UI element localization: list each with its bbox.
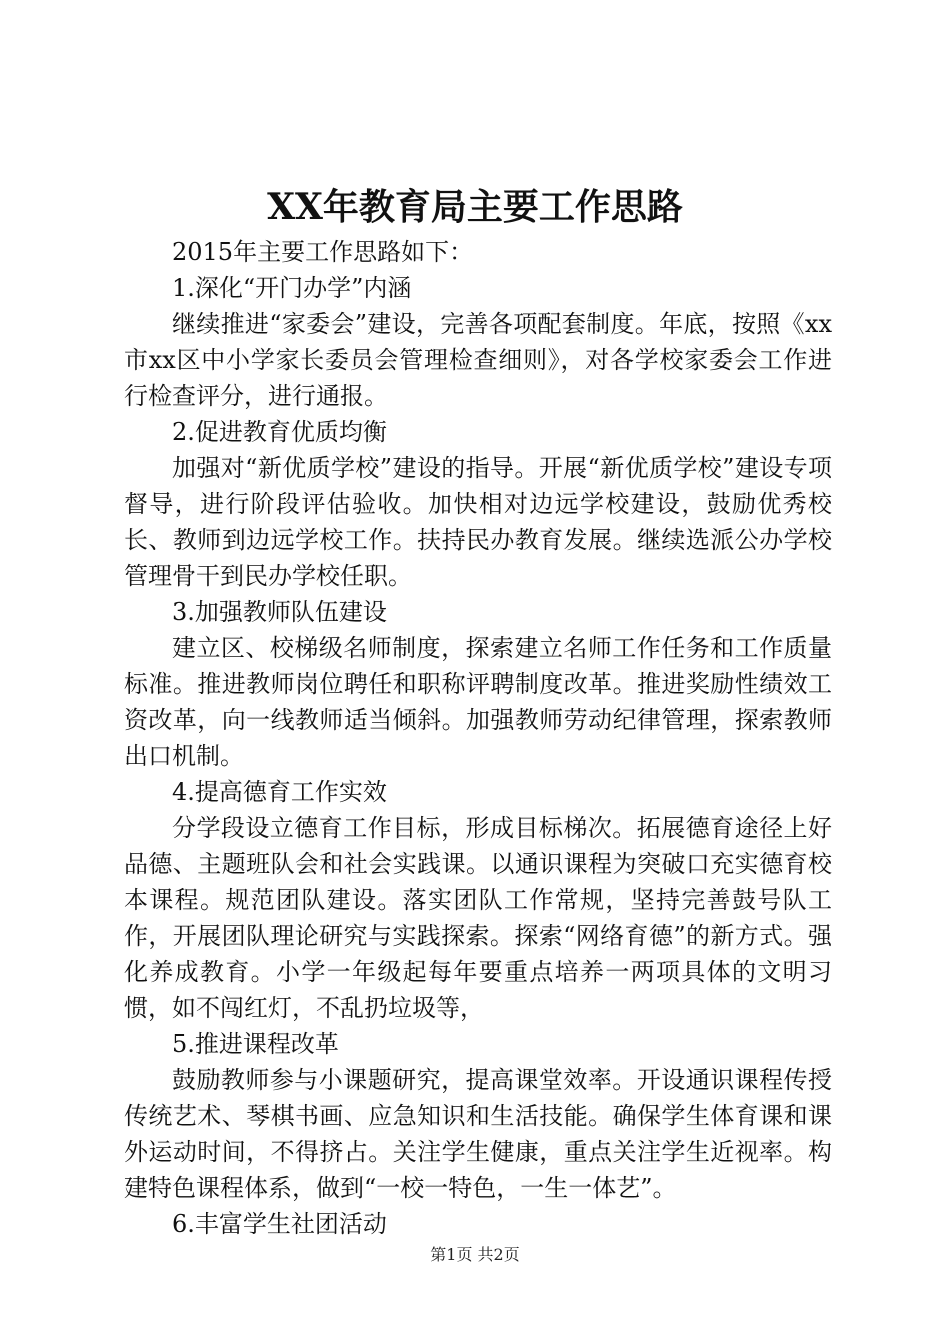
paragraph-1: 继续推进“家委会”建设，完善各项配套制度。年底，按照《xx市xx区中小学家长委员会管理检查细则》，对各学校家委会工作进行检查评分，进行通报。: [124, 310, 832, 410]
section-heading-4: 4.提高德育工作实效: [172, 778, 387, 806]
paragraph-3: 建立区、校梯级名师制度，探索建立名师工作任务和工作质量标准。推进教师岗位聘任和职称评聘制度改革。推进奖励性绩效工资改革，向一线教师适当倾斜。加强教师劳动纪律管理，探索教师出口机制。: [124, 634, 832, 770]
paragraph-5: 鼓励教师参与小课题研究，提高课堂效率。开设通识课程传授传统艺术、琴棋书画、应急知识和生活技能。确保学生体育课和课外运动时间，不得挤占。关注学生健康，重点关注学生近视率。构建特色课程体系，做到“一校一特色，一生一体艺”。: [124, 1066, 832, 1202]
section-heading-1: 1.深化“开门办学”内涵: [172, 274, 412, 302]
section-heading-5: 5.推进课程改革: [172, 1030, 339, 1058]
section-heading-3: 3.加强教师队伍建设: [172, 598, 387, 626]
document-title: XX年教育局主要工作思路: [267, 186, 683, 228]
page-footer: 第1页 共2页: [430, 1245, 520, 1264]
paragraph-2: 加强对“新优质学校”建设的指导。开展“新优质学校”建设专项督导，进行阶段评估验收。加快相对边远学校建设，鼓励优秀校长、教师到边远学校工作。扶持民办教育发展。继续选派公办学校管理骨干到民办学校任职。: [124, 454, 832, 590]
section-heading-2: 2.促进教育优质均衡: [172, 418, 387, 446]
document-body: [124, 234, 832, 1242]
paragraph-4: 分学段设立德育工作目标，形成目标梯次。拓展德育途径上好品德、主题班队会和社会实践课。以通识课程为突破口充实德育校本课程。规范团队建设。落实团队工作常规，坚持完善鼓号队工作，开展团队理论研究与实践探索。探索“网络育德”的新方式。强化养成教育。小学一年级起每年要重点培养一两项具体的文明习惯，如不闯红灯，不乱扔垃圾等，: [124, 814, 832, 1022]
section-heading-6: 6.丰富学生社团活动: [172, 1210, 387, 1238]
paragraph-intro: 2015年主要工作思路如下：: [172, 238, 474, 266]
